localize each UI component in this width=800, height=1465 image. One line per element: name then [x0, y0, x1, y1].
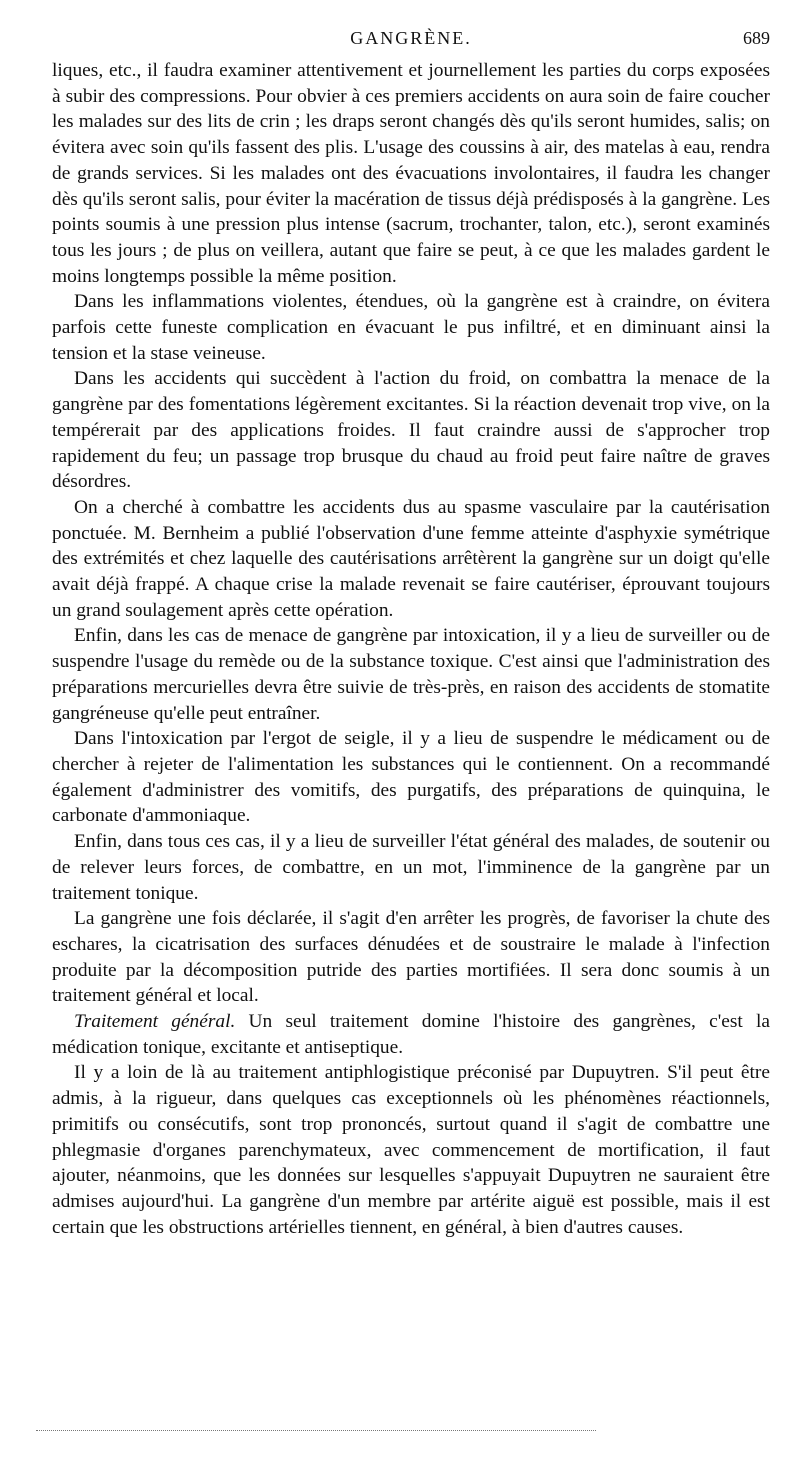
paragraph: Dans les accidents qui succèdent à l'action du froid, on combattra la menace de la gangrène par des fomentations légèrement excitantes. Si la réaction devenait trop vive, on la tempérerait par des applications froides. Il faut craindre aussi de s'approcher trop rapidement du feu; un passage trop brusque du chaud au froid peut faire naître de graves désordres.: [52, 368, 770, 493]
paragraph: Enfin, dans les cas de menace de gangrène par intoxication, il y a lieu de surveiller ou de suspendre l'usage du remède ou de la substance toxique. C'est ainsi que l'administration des préparations mercurielles devra être suivie de très-près, en raison des accidents de stomatite gangréneuse qu'elle peut entraîner.: [52, 625, 770, 724]
body-text: [52, 58, 770, 1240]
paragraph: liques, etc., il faudra examiner attentivement et journellement les parties du corps exposées à subir des compressions. Pour obvier à ces premiers accidents on aura soin de faire coucher les malades sur des lits de crin ; les draps seront changés dès qu'ils seront humides, salis; on évitera avec soin qu'ils fassent des plis. L'usage des coussins à air, des matelas à eau, rendra de grands services. Si les malades ont des évacuations involontaires, il faudra les changer dès qu'ils seront salis, pour éviter la macération de tissus déjà prédisposés à la gangrène. Les points soumis à une pression plus intense (sacrum, trochanter, talon, etc.), seront examinés tous les jours ; de plus on veillera, autant que faire se peut, à ce que les malades gardent le moins longtemps possible la même position.: [52, 60, 770, 287]
paragraph: Dans les inflammations violentes, étendues, où la gangrène est à craindre, on évitera parfois cette funeste complication en évacuant le pus infiltré, et en diminuant ainsi la tension et la stase veineuse.: [52, 291, 770, 364]
section-heading: Traitement général.: [74, 1011, 236, 1033]
paragraph: Il y a loin de là au traitement antiphlogistique préconisé par Dupuytren. S'il peut être admis, à la rigueur, dans quelques cas exceptionnels où les phénomènes réactionnels, primitifs ou consécutifs, sont trop prononcés, surtout quand il s'agit de combattre une phlegmasie d'organes parenchymateux, avec commencement de mortification, il faut ajouter, néanmoins, que les données sur lesquelles s'appuyait Dupuytren ne sauraient être admises aujourd'hui. La gangrène d'un membre par artérite aiguë est possible, mais il est certain que les obstructions artérielles tiennent, en général, à bien d'autres causes.: [52, 1062, 770, 1238]
paragraph: On a cherché à combattre les accidents dus au spasme vasculaire par la cautérisation ponctuée. M. Bernheim a publié l'observation d'une femme atteinte d'asphyxie symétrique des extrémités et chez laquelle des cautérisations arrêtèrent la gangrène sur un doigt qu'elle avait déjà frappé. A chaque crise la malade revenait se faire cautériser, éprouvant toujours un grand soulagement après cette opération.: [52, 496, 770, 621]
running-title: GANGRÈNE.: [350, 28, 472, 48]
paragraph: Enfin, dans tous ces cas, il y a lieu de surveiller l'état général des malades, de soutenir ou de relever leurs forces, de combattre, en un mot, l'imminence de la gangrène par un traitement tonique.: [52, 831, 770, 904]
footer-divider: [36, 1430, 596, 1431]
page-header: [52, 28, 770, 58]
paragraph: La gangrène une fois déclarée, il s'agit d'en arrêter les progrès, de favoriser la chute des eschares, la cicatrisation des surfaces dénudées et de soustraire le malade à l'infection produite par la décomposition putride des parties mortifiées. Il sera donc soumis à un traitement général et local.: [52, 908, 770, 1007]
page-number: 689: [743, 28, 770, 48]
book-page: [52, 28, 770, 1240]
paragraph-with-heading: [52, 1009, 770, 1060]
paragraph: Dans l'intoxication par l'ergot de seigle, il y a lieu de suspendre le médicament ou de chercher à rejeter de l'alimentation les substances qui le contiennent. On a recommandé également d'administrer des vomitifs, des purgatifs, des préparations de quinquina, le carbonate d'ammoniaque.: [52, 728, 770, 827]
paragraph-text: Un seul traitement domine l'histoire des gangrènes, c'est la médication tonique, excitante et antiseptique.: [52, 1011, 770, 1058]
